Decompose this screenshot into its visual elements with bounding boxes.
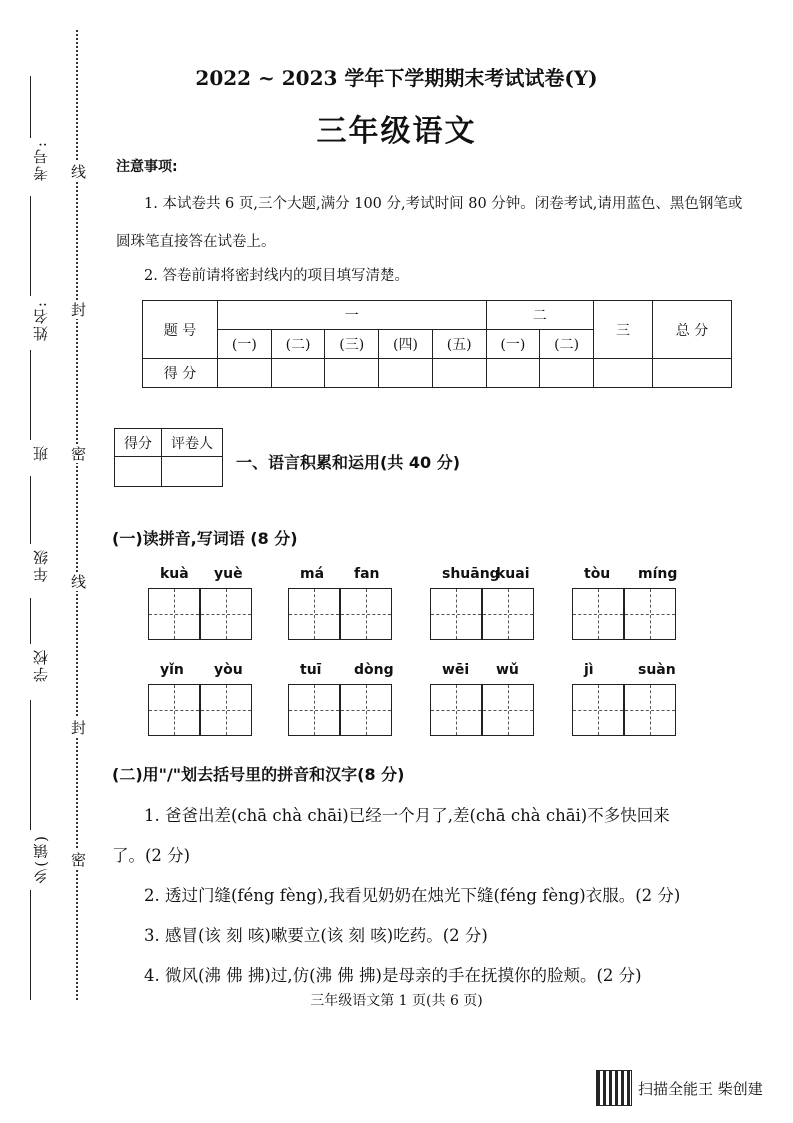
scanner-watermark: 扫描全能王 柴创建 [638,1080,763,1098]
sub-header: (四) [379,330,433,359]
pinyin-syllable: tòu [584,566,611,582]
seal-mark: 密 [69,852,87,867]
sub-header: (一) [218,330,272,359]
sub-header: (一) [486,330,540,359]
exam-title: 2022 ~ 2023 学年下学期期末考试试卷(Y) [195,66,598,90]
writing-box[interactable] [430,588,482,640]
writing-box[interactable] [624,684,676,736]
question-2: 2. 透过门缝(féng fèng),我看见奶奶在烛光下缝(féng fèng)衣服。(2 分) [144,886,681,905]
grader-score-cell[interactable] [115,457,162,487]
seal-mark: 密 [69,446,87,461]
writing-box[interactable] [572,684,624,736]
field-line [30,890,31,1000]
seal-mark: 封 [69,720,87,735]
sub-header: (二) [271,330,325,359]
sub-header: (五) [432,330,486,359]
score-table [142,300,732,388]
field-school: 学校 [32,648,50,682]
group-one: 一 [218,301,487,330]
writing-box[interactable] [200,684,252,736]
score-cell[interactable] [325,359,379,388]
writing-box[interactable] [148,684,200,736]
total-header: 总 分 [653,301,732,359]
subject-title: 三年级语文 [316,114,477,149]
note-item-1-cont: 圆珠笔直接答在试卷上。 [116,234,276,250]
pinyin-syllable: suàn [638,662,676,678]
row-label-score: 得 分 [143,359,218,388]
seal-mark: 线 [69,574,87,589]
seal-mark: 线 [69,164,87,179]
field-line [30,196,31,296]
question-1: 1. 爸爸出差(chā chà chāi)已经一个月了,差(chā chà chāi)不多快回来 [144,806,670,825]
group-three: 三 [594,301,653,359]
writing-box[interactable] [288,684,340,736]
score-cell[interactable] [540,359,594,388]
pinyin-syllable: shuāng [442,566,500,582]
writing-box[interactable] [572,588,624,640]
pinyin-syllable: wēi [442,662,470,678]
writing-box[interactable] [482,684,534,736]
pinyin-syllable: yòu [214,662,243,678]
notes-heading: 注意事项: [116,159,178,175]
score-cell[interactable] [379,359,433,388]
pinyin-syllable: yǐn [160,662,184,678]
question-4: 4. 微风(沸 佛 拂)过,仿(沸 佛 拂)是母亲的手在抚摸你的脸颊。(2 分) [144,966,642,985]
pinyin-syllable: dòng [354,662,394,678]
field-line [30,476,31,544]
row-label-question: 题 号 [143,301,218,359]
sub-header: (三) [325,330,379,359]
sub-header: (二) [540,330,594,359]
field-line [30,700,31,830]
note-item-1: 1. 本试卷共 6 页,三个大题,满分 100 分,考试时间 80 分钟。闭卷考试,请用蓝色、黑色钢笔或 [144,196,743,212]
writing-box[interactable] [340,684,392,736]
writing-box[interactable] [148,588,200,640]
pinyin-syllable: míng [638,566,678,582]
writing-box[interactable] [340,588,392,640]
writing-box[interactable] [624,588,676,640]
pinyin-syllable: má [300,566,325,582]
grader-name-label: 评卷人 [162,429,223,457]
field-class: 班 [32,444,50,461]
writing-box[interactable] [200,588,252,640]
score-cell[interactable] [486,359,540,388]
field-exam-number: 考号: [32,140,50,182]
field-line [30,598,31,644]
part-one-title: (一)读拼音,写词语 (8 分) [112,529,298,548]
grader-name-cell[interactable] [162,457,223,487]
field-line [30,350,31,440]
grader-score-label: 得分 [115,429,162,457]
grader-box [114,428,223,487]
pinyin-syllable: fan [354,566,380,582]
score-cell[interactable] [594,359,653,388]
writing-box[interactable] [288,588,340,640]
group-two: 二 [486,301,593,330]
writing-box[interactable] [430,684,482,736]
section-one-title: 一、语言积累和运用(共 40 分) [236,453,461,472]
field-name: 姓名: [32,300,50,342]
note-item-2: 2. 答卷前请将密封线内的项目填写清楚。 [144,268,409,284]
pinyin-syllable: wǔ [496,662,519,678]
pinyin-syllable: kuai [496,566,530,582]
page-footer: 三年级语文第 1 页(共 6 页) [310,993,483,1009]
field-township: 乡(镇) [32,834,50,884]
writing-box[interactable] [482,588,534,640]
question-1-cont: 了。(2 分) [112,846,191,865]
question-3: 3. 感冒(该 刻 咳)嗽要立(该 刻 咳)吃药。(2 分) [144,926,488,945]
score-cell[interactable] [432,359,486,388]
seal-mark: 封 [69,302,87,317]
part-two-title: (二)用"/"划去括号里的拼音和汉字(8 分) [112,765,405,784]
qr-code-icon [596,1070,632,1106]
field-grade: 年级 [32,548,50,582]
score-cell[interactable] [218,359,272,388]
pinyin-syllable: tuī [300,662,322,678]
score-cell[interactable] [271,359,325,388]
pinyin-syllable: yuè [214,566,243,582]
pinyin-syllable: jì [584,662,594,678]
score-cell[interactable] [653,359,732,388]
pinyin-syllable: kuà [160,566,189,582]
